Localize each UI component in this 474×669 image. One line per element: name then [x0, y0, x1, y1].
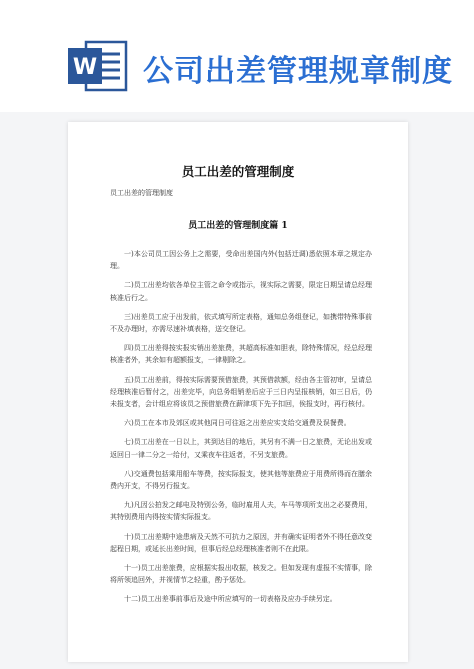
paragraph: 九)凡因公拍发之邮电及特别公务，临时雇用人夫，车马等项所支出之必要费用，其特别费用内得按实情实际报支。 — [110, 501, 372, 522]
document-page — [68, 122, 408, 662]
section-title: 员工出差的管理制度篇 1 — [188, 221, 288, 231]
banner-title: 公司出差管理规章制度 — [143, 54, 453, 89]
document-title: 员工出差的管理制度 — [181, 164, 295, 179]
paragraph: 十)员工出差期中途患病及天然不可抗力之原因，并有确实证明者外不得任意改变起程日期，或延长出差时间，但事后经总经理核准者则不在此限。 — [110, 532, 372, 553]
paragraph: 四)员工出差得按实报实销出差旅费，其超高标准如胆表，除特殊情况，经总经理核准者外，其余如有超额报支，一律剔除之。 — [110, 344, 372, 365]
paragraph: 二)员工出差均依各单位主管之命令或指示，视实际之需要，限定日期呈请总经理核准后行之。 — [110, 281, 372, 302]
paragraph: 一)本公司员工因公务上之需要，受命出差国内外(包括迁调)悉依照本章之规定办理。 — [110, 250, 372, 271]
word-app-letter: W — [72, 55, 98, 80]
paragraph: 六)员工在本市及郊区或其他同日可往返之出差应实支给交通费及误餐费。 — [124, 419, 351, 428]
header-banner — [0, 0, 474, 112]
paragraph: 五)员工出差前，得按实际需要预借旅费，其预借款额，经由各主管初审，呈请总经理核准后暂付之，出差完毕，向总务组销差后应于三日内呈报核销，如三日后，仍未报支者，会计组应将该员之预借旅费在薪津项下先予扣回，俟报支时，再行核付。 — [110, 375, 372, 409]
paragraph: 十一)员工出差旅费，应根据实报出收据，核发之。但如发现有虚报不实情事，除将所领追回外，并视情节之轻重，酌予惩处。 — [110, 564, 372, 585]
paragraph: 七)员工出差在一日以上，其到达目的地后，其另有不满一日之旅费，无论出发或返回日一律二分之一给付，又乘夜车往返者，不另支旅费。 — [110, 438, 372, 459]
paragraph: 八)交通费包括乘用船车等费，按实际报支，使其他等旅费应于用费所得而在膳余费内开支，不得另行报支。 — [110, 469, 372, 491]
word-document-icon — [66, 38, 130, 94]
paragraph: 三)出差员工应于出发前，依式填写所定表格，通知总务组登记，如携带特殊事前不及办理时，亦需尽速补填表格，送交登记。 — [110, 312, 372, 334]
document-subtitle: 员工出差的管理制度 — [110, 189, 173, 197]
document-body — [110, 248, 372, 613]
paragraph: 十二)员工出差事前事后及途中所应填写的一切表格及应办手续另定。 — [124, 595, 337, 604]
